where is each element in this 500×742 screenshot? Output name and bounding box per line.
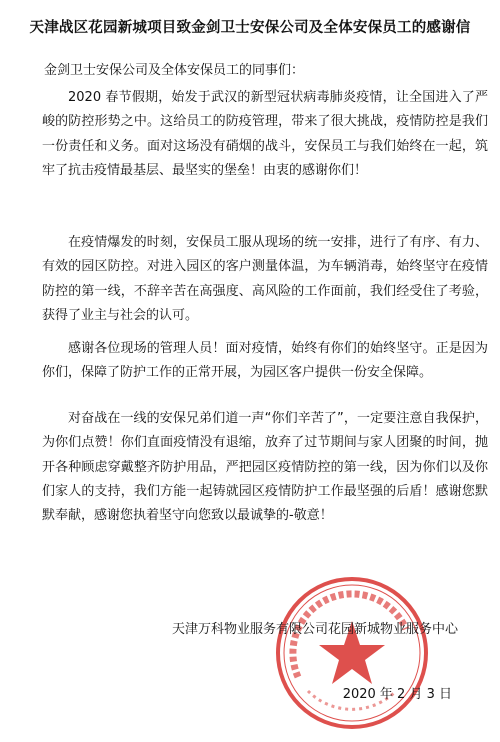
red-official-seal-icon (272, 573, 432, 733)
letter-title: 天津战区花园新城项目致金剑卫士安保公司及全体安保员工的感谢信 (29, 20, 471, 36)
paragraph-2: 在疫情爆发的时刻，安保员工服从现场的统一安排，进行了有序、有力、有效的园区防控。对进入园区的客户测量体温，为车辆消毒，始终坚守在疫情防控的第一线，不辞辛苦在高强度、高风险的工作面前，我们经受住了考验，获得了业主与社会的认可。 (42, 235, 488, 323)
paragraph-3: 感谢各位现场的管理人员！面对疫情，始终有你们的始终坚守。正是因为你们，保障了防护工作的正常开展，为园区客户提供一份安全保障。 (42, 341, 488, 381)
paragraph-1: 2020 春节假期，始发于武汉的新型冠状病毒肺炎疫情，让全国进入了严峻的防控形势之中。这给员工的防疫管理，带来了很大挑战，疫情防控是我们一份责任和义务。面对这场没有硝烟的战斗，安保员工与我们始终在一起，筑牢了抗击疫情最基层、最坚实的堡垒！由衷的感谢你们！ (42, 90, 488, 178)
paragraph-4: 对奋战在一线的安保兄弟们道一声“你们辛苦了”，一定要注意自我保护，为你们点赞！你们直面疫情没有退缩，放弃了过节期间与家人团聚的时间，抛开各种顾虑穿戴整齐防护用品，严把园区疫情防控的第一线，因为你们以及你们家人的支持，我们方能一起铸就园区疫情防护工作最坚强的后盾！感谢您默默奉献，感谢您执着坚守向您致以最诚挚的-敬意！ (42, 411, 488, 524)
signer-organization: 天津万科物业服务有限公司花园新城物业服务中心 (171, 622, 458, 637)
letter-date: 2020 年 2 月 3 日 (342, 687, 452, 702)
letter-salutation: 金剑卫士安保公司及全体安保员工的同事们： (44, 63, 305, 78)
